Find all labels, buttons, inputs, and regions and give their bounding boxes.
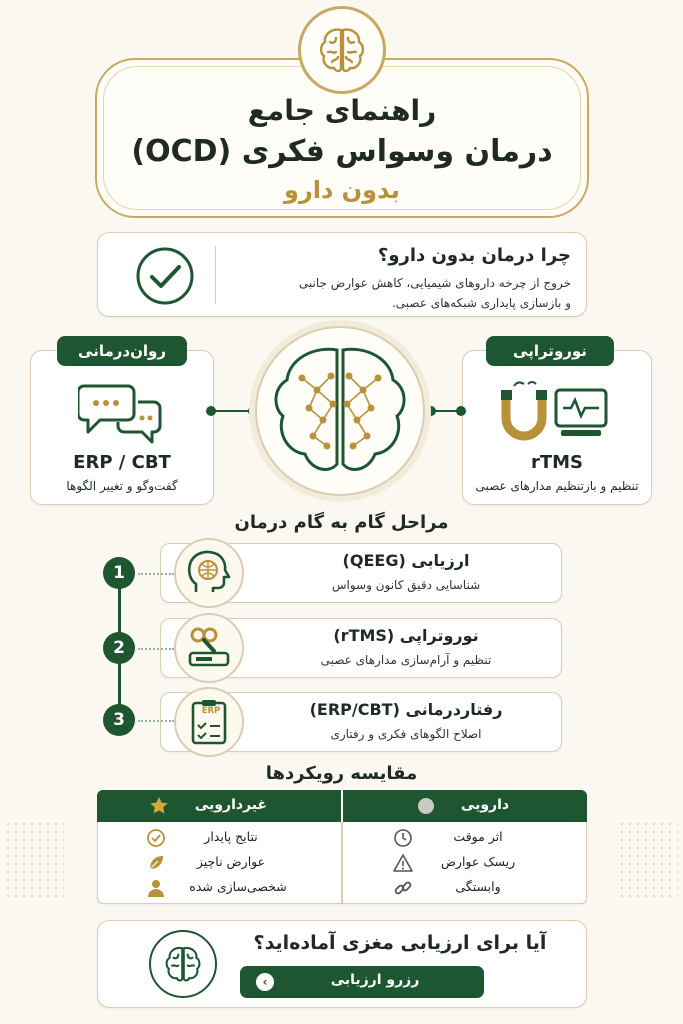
step-leader-2 bbox=[138, 648, 174, 650]
central-brain bbox=[255, 326, 425, 496]
connector-dot-right-inner bbox=[426, 406, 436, 416]
why-description bbox=[211, 273, 571, 313]
cta-button[interactable] bbox=[240, 966, 484, 998]
step-title-2: نوروتراپی (rTMS) bbox=[333, 626, 479, 645]
title-line-3: بدون دارو bbox=[284, 176, 400, 204]
neurotherapy-name: rTMS bbox=[530, 452, 584, 473]
check-circle-icon bbox=[146, 828, 166, 848]
decor-dots-left bbox=[4, 820, 64, 900]
step-sub-2: تنظیم و آرام‌سازی مدارهای عصبی bbox=[320, 653, 492, 667]
clipboard-icon bbox=[184, 697, 234, 747]
compare-heading: مقایسه رویکردها bbox=[265, 763, 418, 784]
logo-badge bbox=[298, 6, 386, 94]
psychotherapy-desc: گفت‌وگو و تغییر الگوها bbox=[66, 479, 178, 493]
why-desc-line-1: خروج از چرخه داروهای شیمیایی، کاهش عوارض جانبی bbox=[298, 276, 571, 290]
nondrug-item-3: شخصی‌سازی شده bbox=[189, 879, 287, 894]
check-icon bbox=[134, 245, 196, 311]
compare-header-divider bbox=[341, 790, 343, 822]
neurotherapy-pill: نوروتراپی bbox=[486, 336, 614, 366]
step-number-3: 3 bbox=[103, 704, 135, 736]
step-icon-3 bbox=[174, 687, 244, 757]
clipboard-label: ERP bbox=[201, 706, 221, 716]
brain-icon bbox=[314, 22, 370, 78]
connector-dot-right bbox=[456, 406, 466, 416]
step-title-3: رفتاردرمانی (ERP/CBT) bbox=[309, 700, 503, 719]
decor-dots-right bbox=[618, 820, 678, 900]
nondrug-item-2: عوارض ناچیز bbox=[196, 854, 266, 869]
brain-icon bbox=[161, 942, 205, 986]
title-line-2: درمان وسواس فکری (OCD) bbox=[131, 134, 553, 169]
step-icon-2 bbox=[174, 613, 244, 683]
step-title-1: ارزیابی (QEEG) bbox=[342, 551, 470, 570]
neurotherapy-desc: تنظیم و بازتنظیم مدارهای عصبی bbox=[475, 479, 639, 493]
step-sub-3: اصلاح الگوهای فکری و رفتاری bbox=[330, 727, 482, 741]
steps-heading: مراحل گام به گام درمان bbox=[234, 512, 449, 533]
leaf-icon bbox=[146, 853, 166, 873]
star-icon bbox=[149, 796, 169, 820]
why-title: چرا درمان بدون دارو؟ bbox=[377, 245, 571, 266]
magnet-icon bbox=[498, 380, 550, 446]
drug-header: دارویی bbox=[460, 797, 510, 813]
psychotherapy-name: ERP / CBT bbox=[73, 452, 171, 473]
step-sub-1: شناسایی دقیق کانون وسواس bbox=[331, 578, 481, 592]
monitor-icon bbox=[553, 386, 609, 446]
step-icon-1 bbox=[174, 538, 244, 608]
coil-icon bbox=[184, 623, 234, 673]
nondrug-item-1: نتایج پایدار bbox=[204, 829, 258, 844]
connector-dot-left bbox=[206, 406, 216, 416]
warning-icon bbox=[393, 853, 413, 873]
step-leader-1 bbox=[138, 573, 174, 575]
step-number-1: 1 bbox=[103, 557, 135, 589]
drug-item-3: وابستگی bbox=[455, 879, 501, 894]
link-icon bbox=[393, 878, 413, 898]
cta-brain-badge bbox=[149, 930, 217, 998]
step-leader-3 bbox=[138, 720, 174, 722]
nondrug-header: غیردارویی bbox=[194, 797, 268, 813]
circle-icon bbox=[418, 798, 434, 814]
title-line-1: راهنمای جامع bbox=[247, 94, 437, 127]
brain-network-icon bbox=[257, 328, 423, 494]
why-desc-line-2: و بازسازی پایداری شبکه‌های عصبی. bbox=[391, 296, 571, 310]
user-icon bbox=[146, 878, 166, 898]
psychotherapy-pill: روان‌درمانی bbox=[57, 336, 187, 366]
chat-bubbles-icon bbox=[78, 380, 164, 450]
drug-item-2: ریسک عوارض bbox=[440, 854, 516, 869]
cta-question: آیا برای ارزیابی مغزی آماده‌اید؟ bbox=[253, 932, 547, 954]
clock-icon bbox=[393, 828, 413, 848]
head-globe-icon bbox=[184, 548, 234, 598]
step-number-2: 2 bbox=[103, 632, 135, 664]
chevron-left-icon: ‹ bbox=[256, 973, 274, 991]
drug-item-1: اثر موقت bbox=[453, 829, 503, 844]
cta-button-label: رزرو ارزیابی bbox=[330, 972, 420, 988]
